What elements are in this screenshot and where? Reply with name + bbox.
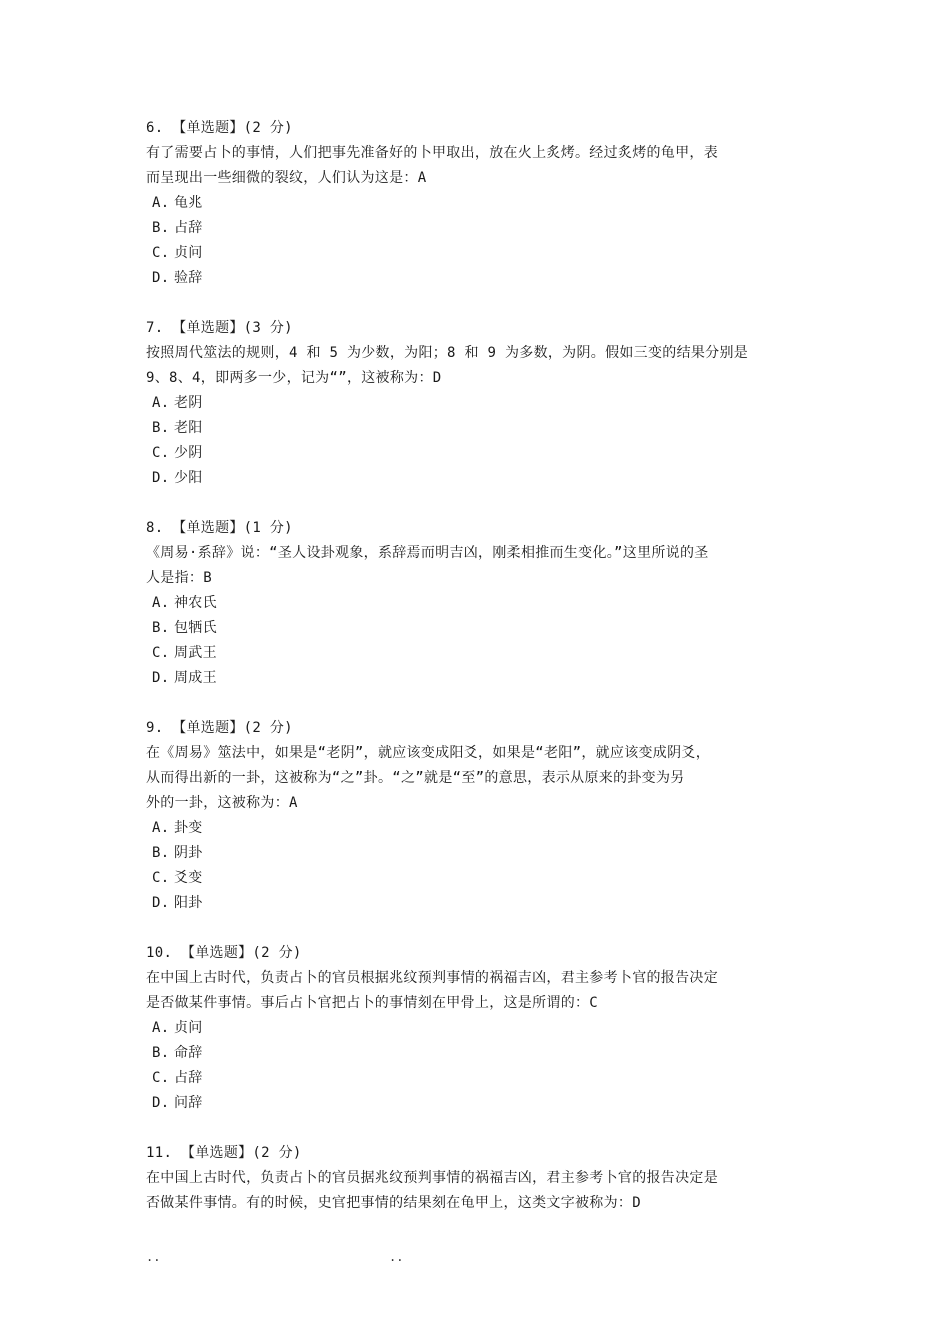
option-key: D.: [152, 1095, 170, 1111]
option-key: C.: [152, 245, 170, 261]
answer-option: [146, 416, 816, 441]
option-text: 阴卦: [174, 845, 203, 861]
question-stem-line: 否做某件事情。有的时候，史官把事情的结果刻在龟甲上，这类文字被称为：D: [146, 1195, 641, 1211]
question-block: [146, 1141, 816, 1216]
option-text: 问辞: [174, 1095, 203, 1111]
answer-option: [146, 891, 816, 916]
question-stem-line: 按照周代筮法的规则，4 和 5 为少数，为阳；8 和 9 为多数，为阴。假如三变的结果分别是: [146, 345, 749, 361]
question-list: [146, 116, 816, 1241]
answer-option: [146, 391, 816, 416]
question-header: 8. 【单选题】(1 分): [146, 520, 293, 536]
option-key: D.: [152, 895, 170, 911]
answer-option: [146, 466, 816, 491]
option-text: 龟兆: [174, 195, 203, 211]
question-block: [146, 516, 816, 691]
question-stem-line: 是否做某件事情。事后占卜官把占卜的事情刻在甲骨上，这是所谓的：C: [146, 995, 599, 1011]
answer-option: [146, 591, 816, 616]
answer-option: [146, 1016, 816, 1041]
option-key: D.: [152, 470, 170, 486]
option-key: C.: [152, 645, 170, 661]
question-stem-line: 在《周易》筮法中，如果是“老阴”，就应该变成阳爻，如果是“老阳”，就应该变成阴爻，: [146, 745, 711, 761]
footer-right-mark: ..: [389, 1250, 404, 1264]
answer-option: [146, 616, 816, 641]
question-block: [146, 116, 816, 291]
option-text: 包牺氏: [174, 620, 217, 636]
option-text: 周武王: [174, 645, 217, 661]
option-key: A.: [152, 1020, 170, 1036]
option-text: 爻变: [174, 870, 203, 886]
option-text: 卦变: [174, 820, 203, 836]
option-text: 少阳: [174, 470, 203, 486]
answer-option: [146, 441, 816, 466]
answer-option: [146, 191, 816, 216]
option-text: 命辞: [174, 1045, 203, 1061]
question-block: [146, 716, 816, 916]
answer-option: [146, 641, 816, 666]
answer-option: [146, 216, 816, 241]
question-stem-line: 在中国上古时代，负责占卜的官员根据兆纹预判事情的祸福吉凶，君主参考卜官的报告决定: [146, 970, 718, 986]
footer-left-mark: ..: [146, 1250, 161, 1264]
option-key: B.: [152, 1045, 170, 1061]
option-text: 占辞: [174, 1070, 203, 1086]
question-stem-line: 在中国上古时代，负责占卜的官员据兆纹预判事情的祸福吉凶，君主参考卜官的报告决定是: [146, 1170, 718, 1186]
option-key: B.: [152, 620, 170, 636]
option-key: A.: [152, 395, 170, 411]
question-header: 9. 【单选题】(2 分): [146, 720, 293, 736]
answer-option: [146, 841, 816, 866]
option-key: C.: [152, 1070, 170, 1086]
question-block: [146, 316, 816, 491]
option-text: 阳卦: [174, 895, 203, 911]
question-stem-line: 有了需要占卜的事情，人们把事先准备好的卜甲取出，放在火上炙烤。经过炙烤的龟甲，表: [146, 145, 718, 161]
option-text: 周成王: [174, 670, 217, 686]
option-key: A.: [152, 820, 170, 836]
answer-option: [146, 1066, 816, 1091]
option-key: B.: [152, 220, 170, 236]
option-text: 贞问: [174, 245, 203, 261]
option-text: 老阴: [174, 395, 203, 411]
option-key: C.: [152, 445, 170, 461]
option-text: 老阳: [174, 420, 203, 436]
option-key: B.: [152, 420, 170, 436]
question-stem-line: 从而得出新的一卦，这被称为“之”卦。“之”就是“至”的意思，表示从原来的卦变为另: [146, 770, 685, 786]
option-text: 占辞: [174, 220, 203, 236]
option-text: 验辞: [174, 270, 203, 286]
answer-option: [146, 241, 816, 266]
option-key: A.: [152, 595, 170, 611]
answer-option: [146, 1041, 816, 1066]
answer-option: [146, 666, 816, 691]
option-key: D.: [152, 270, 170, 286]
option-text: 少阴: [174, 445, 203, 461]
question-stem-line: 而呈现出一些细微的裂纹，人们认为这是：A: [146, 170, 427, 186]
question-stem-line: 人是指：B: [146, 570, 212, 586]
page-footer: [146, 1250, 446, 1270]
answer-option: [146, 1091, 816, 1116]
question-stem-line: 外的一卦，这被称为：A: [146, 795, 298, 811]
option-key: B.: [152, 845, 170, 861]
question-header: 7. 【单选题】(3 分): [146, 320, 293, 336]
answer-option: [146, 866, 816, 891]
option-text: 贞问: [174, 1020, 203, 1036]
question-header: 6. 【单选题】(2 分): [146, 120, 293, 136]
option-key: A.: [152, 195, 170, 211]
question-header: 10. 【单选题】(2 分): [146, 945, 302, 961]
answer-option: [146, 816, 816, 841]
option-text: 神农氏: [174, 595, 217, 611]
question-header: 11. 【单选题】(2 分): [146, 1145, 302, 1161]
option-key: C.: [152, 870, 170, 886]
question-stem-line: 9、8、4，即两多一少，记为“”，这被称为：D: [146, 370, 442, 386]
question-stem-line: 《周易·系辞》说：“圣人设卦观象，系辞焉而明吉凶，刚柔相推而生变化。”这里所说的圣: [146, 545, 709, 561]
option-key: D.: [152, 670, 170, 686]
question-block: [146, 941, 816, 1116]
answer-option: [146, 266, 816, 291]
